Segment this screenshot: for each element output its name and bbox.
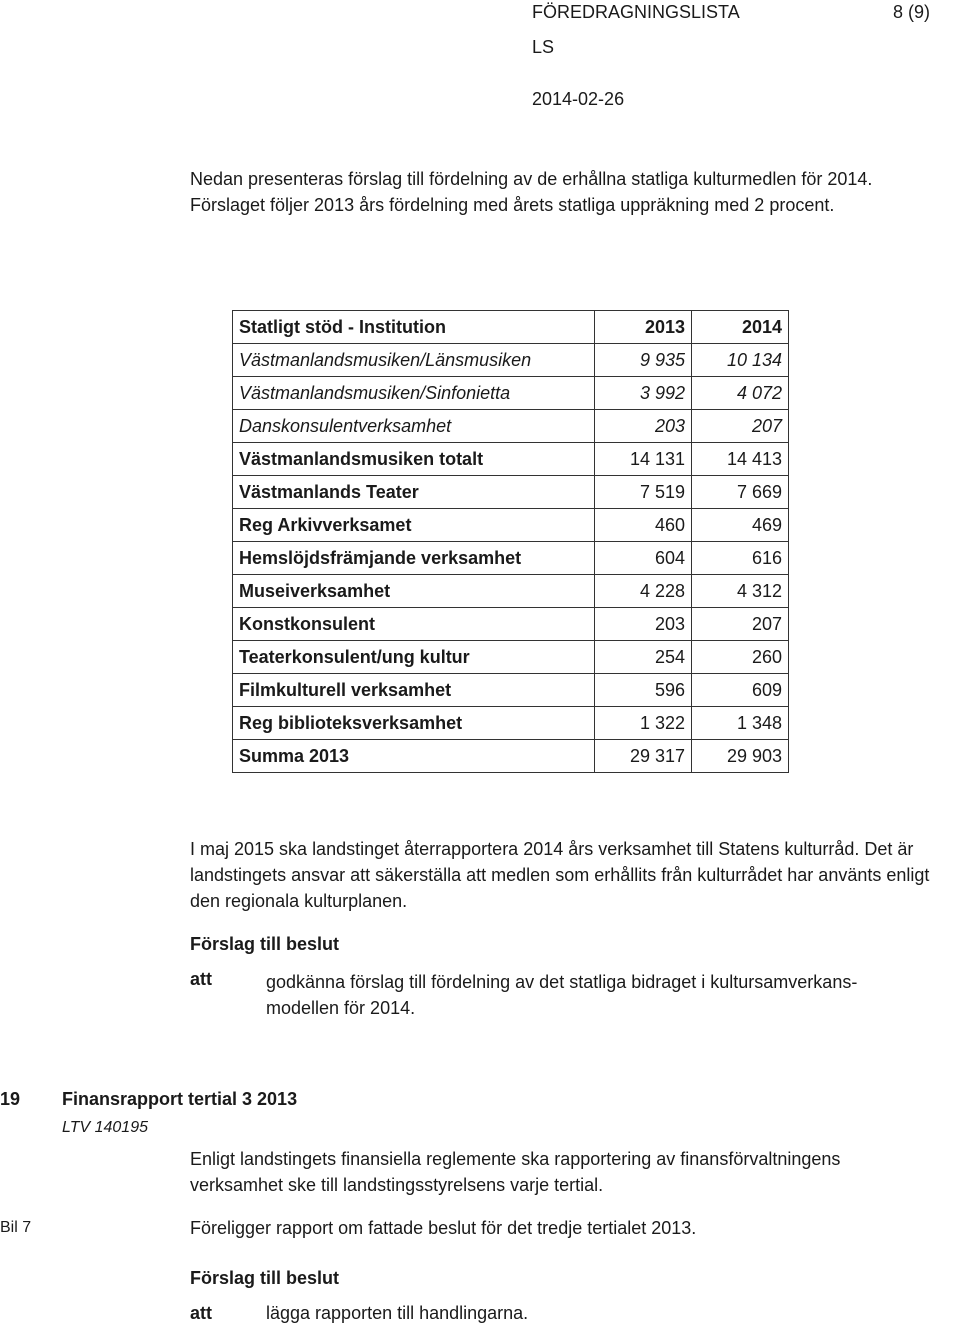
att-label: att	[190, 969, 212, 989]
proposal-heading-2: Förslag till beslut	[190, 1268, 340, 1288]
date: 2014-02-26	[532, 89, 625, 109]
header-institution: Statligt stöd - Institution	[233, 311, 595, 344]
row-2013: 254	[595, 641, 692, 674]
proposal-heading: Förslag till beslut	[190, 934, 340, 954]
table-row	[233, 542, 789, 575]
row-name: Filmkulturell verksamhet	[233, 674, 595, 707]
row-2013: 460	[595, 509, 692, 542]
row-2014: 260	[692, 641, 789, 674]
item19-paragraph	[190, 1146, 920, 1198]
row-2014: 14 413	[692, 443, 789, 476]
row-name: Danskonsulentverksamhet	[233, 410, 595, 443]
item-title: Finansrapport tertial 3 2013	[62, 1089, 298, 1109]
row-name: Konstkonsulent	[233, 608, 595, 641]
table-row	[233, 509, 789, 542]
row-2014: 4 312	[692, 575, 789, 608]
attachment-label: Bil 7	[0, 1219, 32, 1236]
row-name: Västmanlands Teater	[233, 476, 595, 509]
row-name: Hemslöjdsfrämjande verksamhet	[233, 542, 595, 575]
row-2013: 604	[595, 542, 692, 575]
row-2014: 616	[692, 542, 789, 575]
row-name: Västmanlandsmusiken/Länsmusiken	[233, 344, 595, 377]
grant-table	[232, 310, 789, 773]
table-row	[233, 476, 789, 509]
proposal-text-line1: godkänna förslag till fördelning av det statliga bidraget i kultursamverkans-	[266, 972, 858, 992]
row-2013: 4 228	[595, 575, 692, 608]
row-2014: 1 348	[692, 707, 789, 740]
row-2013: 3 992	[595, 377, 692, 410]
table-row	[233, 608, 789, 641]
table-header-row	[233, 311, 789, 344]
table-row	[233, 641, 789, 674]
row-2014: 207	[692, 410, 789, 443]
row-2013: 596	[595, 674, 692, 707]
row-2014: 469	[692, 509, 789, 542]
row-name: Summa 2013	[233, 740, 595, 773]
item-number: 19	[0, 1089, 21, 1109]
intro-paragraph	[190, 166, 910, 218]
row-2013: 14 131	[595, 443, 692, 476]
row-2014: 7 669	[692, 476, 789, 509]
table-row	[233, 674, 789, 707]
report-paragraph	[190, 836, 940, 914]
row-2013: 9 935	[595, 344, 692, 377]
row-name: Västmanlandsmusiken/Sinfonietta	[233, 377, 595, 410]
row-name: Teaterkonsulent/ung kultur	[233, 641, 595, 674]
row-2014: 609	[692, 674, 789, 707]
initials: LS	[532, 37, 555, 57]
table-row	[233, 443, 789, 476]
row-2013: 29 317	[595, 740, 692, 773]
row-2014: 29 903	[692, 740, 789, 773]
table-row	[233, 344, 789, 377]
header-2014: 2014	[692, 311, 789, 344]
proposal-text-line2: modellen för 2014.	[266, 998, 416, 1018]
report-text: I maj 2015 ska landstinget återrapportera 2014 års verksamhet till Statens kulturråd. Det är landstingets ansvar att säkerställa att medlen som erhållits från kulturrådet har använts enligt den regionala kulturplanen.	[190, 839, 930, 911]
item19-report-text: Föreligger rapport om fattade beslut för det tredje tertialet 2013.	[190, 1218, 697, 1238]
page-number: 8 (9)	[893, 2, 931, 22]
document-title: FÖREDRAGNINGSLISTA	[532, 2, 740, 22]
row-name: Reg Arkivverksamet	[233, 509, 595, 542]
row-2014: 207	[692, 608, 789, 641]
header-2013: 2013	[595, 311, 692, 344]
table-row-total	[233, 740, 789, 773]
table-row	[233, 575, 789, 608]
row-2013: 203	[595, 410, 692, 443]
row-2014: 10 134	[692, 344, 789, 377]
row-2014: 4 072	[692, 377, 789, 410]
item19-text: Enligt landstingets finansiella reglemente ska rapportering av finansförvaltningens verksamhet ske till landstingsstyrelsens varje tertial.	[190, 1149, 841, 1195]
row-2013: 203	[595, 608, 692, 641]
table-row	[233, 377, 789, 410]
row-name: Museiverksamhet	[233, 575, 595, 608]
row-2013: 7 519	[595, 476, 692, 509]
decision-text: lägga rapporten till handlingarna.	[266, 1303, 529, 1323]
intro-text: Nedan presenteras förslag till fördelning av de erhållna statliga kulturmedlen för 2014. Förslaget följer 2013 års fördelning med årets statliga uppräkning med 2 procent.	[190, 169, 873, 215]
table-row	[233, 707, 789, 740]
table-row	[233, 410, 789, 443]
row-name: Västmanlandsmusiken totalt	[233, 443, 595, 476]
row-2013: 1 322	[595, 707, 692, 740]
row-name: Reg biblioteksverksamhet	[233, 707, 595, 740]
att-label-2: att	[190, 1303, 212, 1323]
item-reference: LTV 140195	[62, 1119, 148, 1136]
